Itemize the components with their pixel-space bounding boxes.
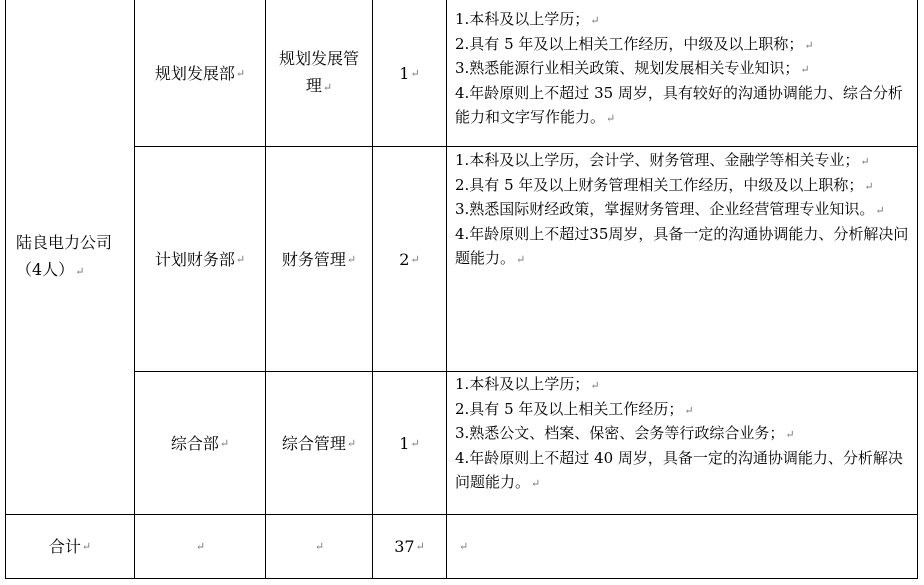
dept-name: 综合部: [170, 433, 219, 453]
total-label: 合计: [48, 537, 81, 556]
requirement-item: 3.熟悉国际财经政策，掌握财务管理、企业经营管理专业知识。↵: [455, 200, 885, 219]
total-count-cell: [373, 515, 446, 578]
headcount: 2: [399, 249, 410, 269]
headcount: 1: [399, 433, 410, 453]
dept-cell-finance: [135, 147, 265, 371]
paragraph-mark-icon: ↵: [410, 436, 420, 450]
paragraph-mark-icon: ↵: [195, 540, 206, 553]
paragraph-mark-icon: ↵: [459, 540, 469, 553]
requirement-item: 1.本科及以上学历；↵: [455, 10, 600, 28]
requirement-item: 4.年龄原则上不超过 35 周岁，具有较好的沟通协调能力、综合分析能力和文字写作能力。↵: [455, 84, 903, 126]
dept-name: 计划财务部: [154, 249, 235, 269]
dept-name: 规划发展部: [154, 63, 235, 83]
count-cell-finance: [373, 147, 446, 371]
paragraph-mark-icon: ↵: [75, 265, 85, 278]
total-label-cell: [6, 515, 134, 578]
requirement-item: 4.年龄原则上不超过 40 周岁，具备一定的沟通协调能力、分析解决问题能力。↵: [455, 449, 903, 491]
total-position-cell: [266, 515, 372, 578]
requirement-item: 1.本科及以上学历；↵: [455, 375, 600, 393]
requirement-item: 1.本科及以上学历，会计学、财务管理、金融学等相关专业；↵: [455, 151, 870, 169]
paragraph-mark-icon: ↵: [81, 540, 92, 553]
paragraph-mark-icon: ↵: [346, 436, 357, 450]
total-count: 37: [394, 537, 415, 556]
requirement-item: 2.具有 5 年及以上相关工作经历；↵: [455, 399, 694, 418]
dept-cell-planning: [135, 0, 265, 146]
paragraph-mark-icon: ↵: [410, 66, 420, 80]
position-name: 财务管理: [281, 249, 346, 269]
requirement-item: 2.具有 5 年及以上财务管理相关工作经历，中级及以上职称；↵: [455, 175, 874, 194]
count-cell-general: [373, 372, 446, 514]
position-name: 规划发展管理: [278, 49, 359, 95]
paragraph-mark-icon: ↵: [219, 436, 230, 450]
paragraph-mark-icon: ↵: [410, 252, 420, 266]
paragraph-mark-icon: ↵: [235, 66, 246, 80]
paragraph-mark-icon: ↵: [314, 540, 325, 553]
paragraph-mark-icon: ↵: [415, 540, 425, 553]
paragraph-mark-icon: ↵: [322, 81, 333, 94]
requirement-item: 4.年龄原则上不超过35周岁，具备一定的沟通协调能力、分析解决问题能力。↵: [455, 225, 909, 267]
requirements-planning: [455, 8, 917, 131]
company-name: 陆良电力公司（4人）: [16, 233, 113, 279]
requirements-general: [455, 373, 917, 496]
dept-cell-general: [135, 372, 265, 514]
requirements-finance: [455, 149, 917, 272]
count-cell-planning: [373, 0, 446, 146]
requirement-item: 3.熟悉能源行业相关政策、规划发展相关专业知识；↵: [455, 59, 810, 78]
table-border-bottom: [5, 578, 918, 579]
requirement-item: 2.具有 5 年及以上相关工作经历，中级及以上职称；↵: [455, 34, 814, 53]
position-cell-general: [266, 372, 372, 514]
paragraph-mark-icon: ↵: [346, 252, 357, 266]
total-requirements-cell: [447, 515, 917, 578]
company-cell: [6, 0, 134, 514]
table-border-col4: [446, 0, 447, 579]
headcount: 1: [399, 63, 410, 83]
paragraph-mark-icon: ↵: [235, 252, 246, 266]
total-dept-cell: [135, 515, 265, 578]
position-cell-finance: [266, 147, 372, 371]
position-name: 综合管理: [281, 433, 346, 453]
position-cell-planning: [266, 0, 372, 146]
requirement-item: 3.熟悉公文、档案、保密、会务等行政综合业务；↵: [455, 424, 795, 443]
table-border-right: [917, 0, 918, 579]
